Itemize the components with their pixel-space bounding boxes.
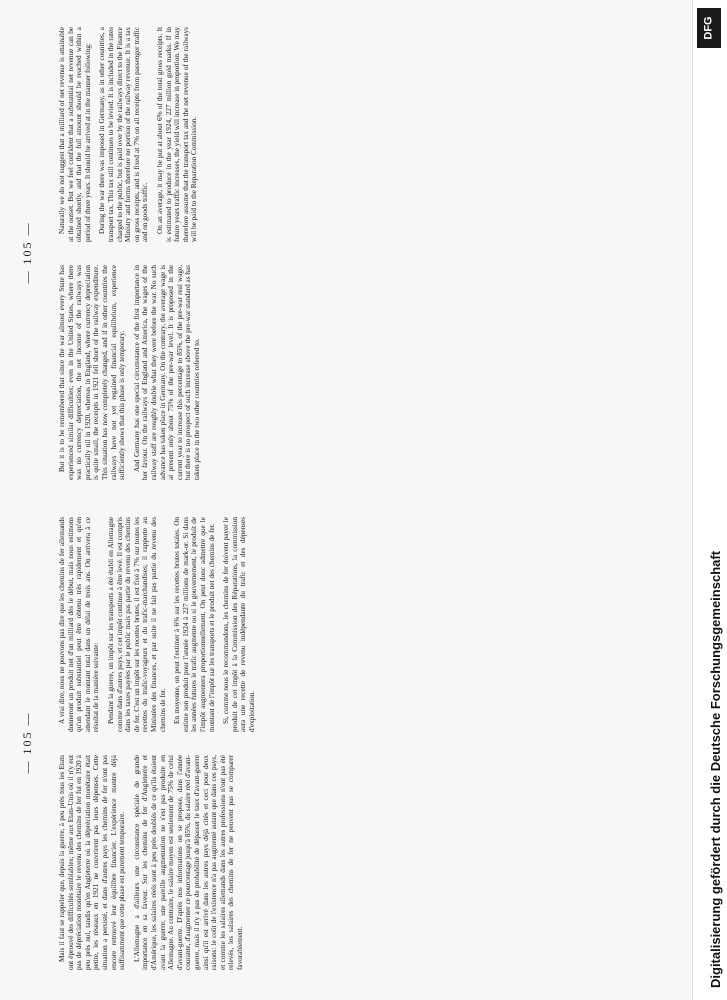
paragraph: L'Allemagne a d'ailleurs une circonstance spéciale de grande importance en sa faveur. Sur les chemins de fer d'Angleterre et d'Amérique, les salaires réels sont à peu près doublés de ce qu'ils étaient avant la guerre; une pareille augmentation ne s'est pas produite en Allemagne. Au contraire, le salaire moyen est seulement de 75% de celui d'avant-guerre. D'après nos informations on se propose, dans l'année courante, d'augmenter ce pourcentage jusqu'à 85%, du salaire réel d'avant-guerre, mais il n'y a pas de probabilité de dépasser le taux d'avant-guerre ainsi qu'il est arrivé dans les autres pays déjà cités et ceci pour deux raisons: le coût de l'existence n'a pas augmenté autant que dans ces pays, et comme les salaires allemands dans les autres professions n'ont pas été relevés, les salaires des chemins de fer ne peuvent pas se comparer favorablement. (132, 755, 244, 970)
paragraph: Si, comme nous le recommandons, les chemins de fer doivent payer le produit de cet impôt à la Commission des Réparations, la commission aura une recette de revenu indépendante du trafic et des dépenses d'exploitation. (222, 517, 256, 732)
paragraph: Pendant la guerre, un impôt sur les transports a été établi en Allemagne comme dans d'autres pays, et cet impôt continue à être levé. Il est compris dans les taxes payées par le public mais pas partie du revenu des chemins de fer. C'est un impôt sur les recettes brutes, il est fixé à 7% sur toutes les recettes du trafic-voyageurs et du trafic-marchandises; il rapporte au Ministère des finances, et par suite il ne fait pas partie du revenu des chemins de fer. (106, 517, 167, 732)
left-page-number: — 105 — (20, 711, 34, 774)
paragraph: On an average, it may be put at about 6% of the total gross receipts. It is estimated to produce in the year 1924, 227 million gold marks. If in future years traffic increases, the yield will increase in proportion. We may therefore assume that the transport tax and the net revenue of the railways will be paid to the Reparation Commission. (155, 27, 199, 242)
paragraph: Naturally we do not suggest that a milliard of net revenue is attainable at the outset. But we feel confident that a substantial net revenue can be obtained shortly, and that the full amount should be reached within a period of three years. It should be arrived at in the manner following: (58, 27, 92, 242)
left-column-1 (58, 755, 668, 970)
paragraph: And Germany has one special circumstance of the first importance in her favour. On the railways of England and America, the wages of the railway staff are roughly double what they were before the war. No such advance has taken place in Germany. On the contrary, the average wage is at present only about 75% of the pre-war level. It is proposed in the current year to increase this percentage to 85%, of the pre-war real wage, but there is no prospect of such increase above the pre-war standard as has taken place in the two other countries referred to. (132, 265, 201, 480)
right-page (20, 25, 675, 480)
right-page-number: — 105 — (20, 221, 34, 284)
paragraph: En moyenne, on peut l'estimer à 6% sur les recettes brutes totales. On estime son produit pour l'année 1924 à 227 millions de mark-or. Si dans les années futures le trafic augmente ou si le gouvernement, le produit de l'impôt augmentera proportionnellement. On peut donc admettre que le montant de l'impôt sur les transports et le produit net des chemins de fer. (173, 517, 216, 732)
paragraph: Mais il faut se rappeler que, depuis la guerre, à peu près tous les Etats ont éprouvé des difficultés semblables; même aux Etats-Unis où il n'y eut pas de dépréciation monétaire le revenu des chemins de fer fut en 1920 à peu près nul, tandis qu'en Angleterre où la dépréciation monétaire était petite, les réseaux en 1921 ne couvrirent pas leurs dépenses. Cette situation a persisté, et dans d'autres pays les chemins de fer n'ont pas encore retrouvé leur équilibre financier. L'expérience montre déjà suffisamment que cette phase est purement temporaire. (58, 755, 127, 970)
paragraph: A vrai dire, nous ne pouvons pas dire que les chemins de fer allemands donneront un produit net d'un milliard dès le début, mais nous estimons qu'un produit substantiel peut être obtenu très rapidement et qu'en attendant le montant total dans un délai de trois ans. On arrivera à ce résultat de la manière suivante: (58, 517, 101, 732)
paragraph: But it is to be remembered that since the war almost every State has experienced similar difficulties; even in the United States, where there was no currency depreciation, the net income of the railways was practically nil in 1920, whereas in England, where currency depreciation is quite small, the receipts in 1921 fell short of the railway expenditure. This situation has now completely changed, and if in other countries the railways have not yet regained financial equilibrium, experience sufficiently shows that this phase is only temporary. (58, 265, 127, 480)
left-column-2 (58, 517, 668, 732)
right-column-2 (58, 27, 668, 242)
dfg-logo-icon (697, 8, 721, 48)
left-page (20, 515, 675, 970)
right-column-1 (58, 265, 668, 480)
paragraph: During the war there was imposed in Germany, as in other countries, a transport tax. This tax still continues to be levied. It is included in the rates charged to the public, but is paid over by the railways direct to the Finance Ministry and forms therefore no portion of the railway revenue. It is a tax on gross receipts, and is fixed at 7% on all receipts from passenger traffic and on goods traffic. (98, 27, 150, 242)
dfg-logo-text: DFG (702, 16, 715, 40)
digitization-credit: Digitalisierung gefördert durch die Deutsche Forschungsgemeinschaft (708, 550, 723, 988)
